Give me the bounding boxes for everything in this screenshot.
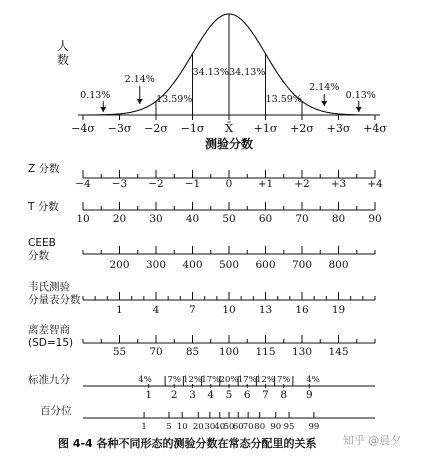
ceeb-label: CEEB 分数 xyxy=(28,237,56,262)
wechsler-subtest-tick-label: 10 xyxy=(222,304,236,316)
wechsler-subtest-label: 韦氏测验分量表分数 xyxy=(28,281,81,306)
percentile-tick-label: 99 xyxy=(308,422,320,432)
ceeb-tick-label: 400 xyxy=(182,259,203,271)
z-score-tick-label: +4 xyxy=(367,178,383,190)
percentile-tick-label: 1 xyxy=(141,422,147,432)
deviation-iq-tick-label: 145 xyxy=(328,346,349,358)
percentile-tick-label: 20 xyxy=(192,422,204,432)
ceeb-tick-label: 500 xyxy=(218,259,240,271)
wechsler-subtest-tick-label: 4 xyxy=(152,304,160,316)
sigma-tick-label: +1σ xyxy=(253,122,278,135)
z-score-tick-label: −4 xyxy=(75,178,91,190)
band-percent: 13.59% xyxy=(156,94,193,105)
sigma-tick-label: −4σ xyxy=(71,122,95,135)
stanine-tick-label: 7 xyxy=(262,389,269,401)
wechsler-subtest-tick-label: 16 xyxy=(295,304,309,316)
deviation-iq-tick-label: 100 xyxy=(218,346,240,358)
stanine-tick-label: 6 xyxy=(243,389,251,401)
band-percent: 2.14% xyxy=(309,82,340,93)
stanine-percent: 7% xyxy=(277,375,291,385)
deviation-iq-tick-label: 85 xyxy=(185,346,200,358)
ceeb-tick-label: 600 xyxy=(255,259,276,271)
band-percent: 0.13% xyxy=(345,90,376,101)
percentile-tick-label: 5 xyxy=(166,422,172,432)
sigma-tick-label: +2σ xyxy=(290,122,314,135)
percentile-tick-label: 50 xyxy=(223,422,235,432)
t-score-tick-label: 20 xyxy=(112,213,127,225)
percentile-label: 百分位 xyxy=(40,405,72,417)
percentile-tick-label: 10 xyxy=(176,422,188,432)
t-score-tick-label: 60 xyxy=(258,213,273,225)
band-percent: 0.13% xyxy=(80,90,111,101)
t-score-tick-label: 70 xyxy=(295,213,309,225)
band-percent: 34.13% xyxy=(192,67,229,78)
percentile-tick-label: 70 xyxy=(242,422,254,432)
stanine-tick-label: 4 xyxy=(207,389,215,401)
z-score-tick-label: −2 xyxy=(148,178,164,190)
ceeb-tick-label: 800 xyxy=(328,259,349,271)
z-score-tick-label: −3 xyxy=(111,178,128,190)
watermark: 知乎 @晨夕 xyxy=(342,434,402,447)
stanine-percent: 12% xyxy=(256,375,275,385)
band-percent: 2.14% xyxy=(124,74,155,85)
band-arrow-head xyxy=(137,99,143,104)
deviation-iq-tick-label: 70 xyxy=(149,346,163,358)
z-score-tick-label: +1 xyxy=(257,178,274,190)
wechsler-subtest-tick-label: 7 xyxy=(189,304,196,316)
t-score-tick-label: 10 xyxy=(76,213,90,225)
z-score-tick-label: +3 xyxy=(330,178,347,190)
z-score-tick-label: −1 xyxy=(184,178,201,190)
percentile-tick-label: 90 xyxy=(270,422,282,432)
wechsler-subtest-tick-label: 13 xyxy=(258,304,273,316)
curve-xlabel: 测验分数 xyxy=(204,137,254,151)
sigma-tick-label: −3σ xyxy=(107,122,132,135)
deviation-iq-tick-label: 130 xyxy=(291,346,313,358)
z-score-label: Z 分数 xyxy=(28,163,60,175)
ceeb-tick-label: 200 xyxy=(109,259,130,271)
ceeb-tick-label: 300 xyxy=(145,259,167,271)
t-score-tick-label: 50 xyxy=(222,213,236,225)
t-score-tick-label: 40 xyxy=(185,213,200,225)
stanine-percent: 12% xyxy=(183,375,202,385)
band-arrow-head xyxy=(321,101,327,106)
wechsler-subtest-tick-label: 1 xyxy=(116,304,123,316)
stanine-label: 标准九分 xyxy=(28,374,70,386)
stanine-percent: 4% xyxy=(306,375,320,385)
stanine-percent: 17% xyxy=(237,375,257,385)
figure-caption: 图 4-4 各种不同形态的测验分数在常态分配里的关系 xyxy=(58,437,317,450)
stanine-tick-label: 8 xyxy=(280,389,288,401)
percentile-tick-label: 40 xyxy=(214,422,226,432)
z-score-tick-label: +2 xyxy=(294,178,310,190)
deviation-iq-label: 离差智商(SD=15) xyxy=(28,324,74,349)
stanine-tick-label: 5 xyxy=(225,389,233,401)
band-percent: 13.59% xyxy=(265,94,302,105)
deviation-iq-tick-label: 55 xyxy=(112,346,127,358)
percentile-tick-label: 60 xyxy=(232,422,244,432)
sigma-tick-label: +3σ xyxy=(326,122,351,135)
sigma-tick-label: +4σ xyxy=(363,122,387,135)
curve-ylabel: 人数 xyxy=(56,39,70,67)
band-percent: 34.13% xyxy=(229,67,266,78)
stanine-percent: 7% xyxy=(167,375,181,385)
sigma-tick-label: −2σ xyxy=(144,122,168,135)
percentile-tick-label: 30 xyxy=(204,422,216,432)
t-score-label: T 分数 xyxy=(28,201,59,213)
z-score-tick-label: 0 xyxy=(225,178,233,190)
stanine-percent: 20% xyxy=(219,375,239,385)
wechsler-subtest-tick-label: 19 xyxy=(331,304,346,316)
t-score-tick-label: 90 xyxy=(368,213,382,225)
percentile-tick-label: 80 xyxy=(254,422,266,432)
sigma-tick-label: −1σ xyxy=(180,122,205,135)
percentile-tick-label: 95 xyxy=(283,422,295,432)
stanine-tick-label: 9 xyxy=(305,389,313,401)
deviation-iq-tick-label: 115 xyxy=(255,346,276,358)
t-score-tick-label: 30 xyxy=(149,213,163,225)
sigma-tick-label: X̄ xyxy=(225,122,233,135)
stanine-tick-label: 1 xyxy=(145,389,153,401)
stanine-tick-label: 2 xyxy=(170,389,178,401)
stanine-tick-label: 3 xyxy=(189,389,196,401)
stanine-percent: 4% xyxy=(138,375,152,385)
ceeb-tick-label: 700 xyxy=(291,259,313,271)
stanine-percent: 17% xyxy=(201,375,221,385)
band-arrow-head xyxy=(356,107,362,112)
band-arrow-head xyxy=(100,107,106,112)
t-score-tick-label: 80 xyxy=(331,213,346,225)
